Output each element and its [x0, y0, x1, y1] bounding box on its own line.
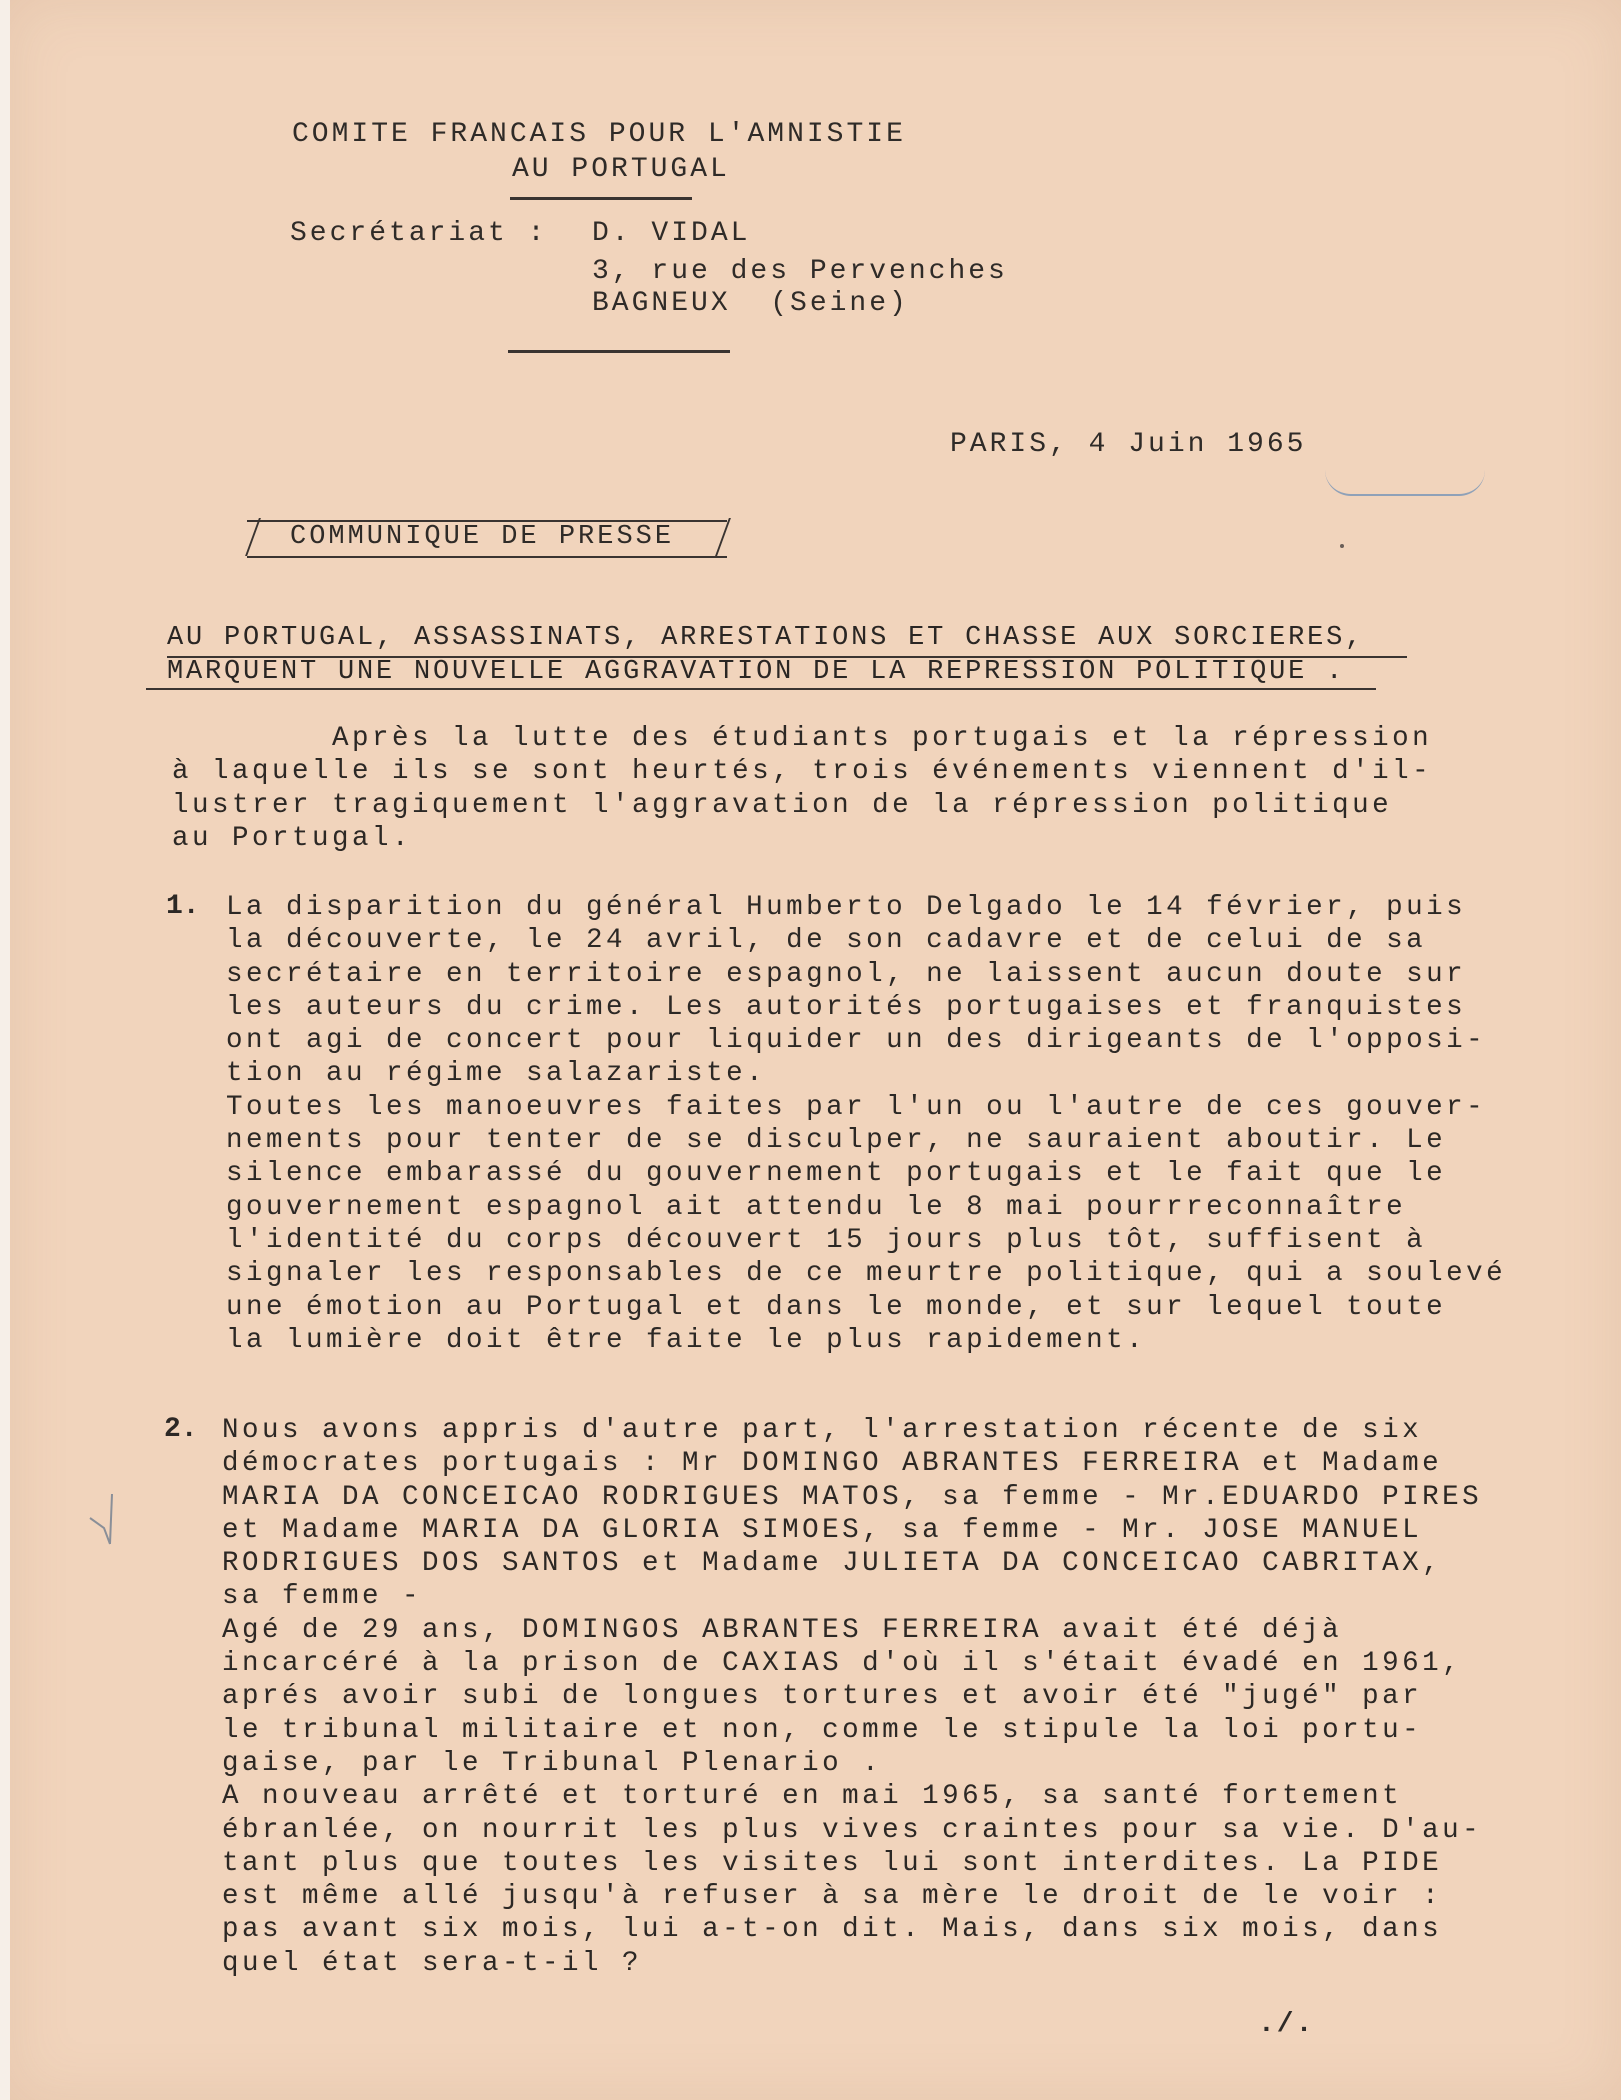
secretariat-label: Secrétariat :: [290, 218, 548, 249]
address-divider: [508, 350, 730, 353]
section1-line: silence embarassé du gouvernement portugais et le fait que le: [226, 1158, 1447, 1190]
section2-line: incarcéré à la prison de CAXIAS d'où il s'était évadé en 1961,: [222, 1648, 1463, 1680]
section2-line: le tribunal militaire et non, comme le stipule la loi portu-: [222, 1714, 1423, 1746]
section2-line: sa femme -: [222, 1581, 423, 1613]
section1-line: tion au régime salazariste.: [226, 1058, 767, 1090]
headline-line1: AU PORTUGAL, ASSASSINATS, ARRESTATIONS ET CHASSE AUX SORCIERES,: [167, 623, 1365, 653]
section1-number: 1.: [166, 891, 200, 922]
intro-line: à laquelle ils se sont heurtés, trois événements viennent d'il-: [172, 756, 1433, 788]
section2-number: 2.: [164, 1414, 198, 1445]
section1-line: la découverte, le 24 avril, de son cadavre et de celui de sa: [226, 925, 1427, 957]
section1-line: la lumière doit être faite le plus rapidement.: [226, 1324, 1147, 1356]
intro-line: Après la lutte des étudiants portugais et la répression: [172, 723, 1433, 754]
section1-line: les auteurs du crime. Les autorités portugaises et franquistes: [226, 991, 1467, 1023]
section2-line: RODRIGUES DOS SANTOS et Madame JULIETA DA CONCEICAO CABRITAX,: [222, 1548, 1443, 1580]
header-divider: [510, 197, 692, 200]
intro-line: au Portugal.: [172, 822, 413, 854]
section1-line: gouvernement espagnol ait attendu le 8 mai pourrreconnaître: [226, 1191, 1407, 1223]
address-street: 3, rue des Pervenches: [592, 256, 1008, 287]
section2-line: quel état sera-t-il ?: [222, 1947, 643, 1979]
address-name: D. VIDAL: [592, 218, 751, 249]
section1-line: Toutes les manoeuvres faites par l'un ou l'autre de ces gouver-: [226, 1091, 1487, 1123]
section1-line: La disparition du général Humberto Delgado le 14 février, puis: [226, 892, 1467, 923]
section1-line: une émotion au Portugal et dans le monde, et sur lequel toute: [226, 1291, 1447, 1323]
scan-edge: [0, 0, 10, 2100]
section2-line: est même allé jusqu'à refuser à sa mère le droit de le voir :: [222, 1881, 1443, 1913]
section2-line: Agé de 29 ans, DOMINGOS ABRANTES FERREIRA avait été déjà: [222, 1614, 1343, 1646]
section2-line: démocrates portugais : Mr DOMINGO ABRANTES FERREIRA et Madame: [222, 1448, 1443, 1480]
section1-line: secrétaire en territoire espagnol, ne laissent aucun doute sur: [226, 958, 1467, 990]
section1-line: ont agi de concert pour liquider un des dirigeants de l'opposi-: [226, 1025, 1487, 1057]
section2-line: Nous avons appris d'autre part, l'arrestation récente de six: [222, 1415, 1423, 1446]
org-name-line1: COMITE FRANCAIS POUR L'AMNISTIE: [292, 119, 906, 150]
margin-check-mark: [86, 1490, 126, 1550]
headline-underline2: [146, 688, 1376, 690]
address-city: BAGNEUX (Seine): [592, 288, 909, 319]
press-label: COMMUNIQUE DE PRESSE: [290, 522, 675, 552]
continuation-mark: ./.: [1258, 2009, 1315, 2040]
section2-line: gaise, par le Tribunal Plenario .: [222, 1747, 883, 1779]
section1-line: nements pour tenter de se disculper, ne sauraient aboutir. Le: [226, 1125, 1447, 1157]
section2-line: et Madame MARIA DA GLORIA SIMOES, sa femme - Mr. JOSE MANUEL: [222, 1514, 1423, 1546]
section1-line: l'identité du corps découvert 15 jours plus tôt, suffisent à: [226, 1224, 1427, 1256]
pencil-mark: [1325, 470, 1485, 496]
intro-line: lustrer tragiquement l'aggravation de la répression politique: [172, 789, 1393, 821]
section2-paragraph: [222, 1414, 1482, 1980]
ink-speck: [1340, 544, 1344, 548]
section2-line: aprés avoir subi de longues tortures et avoir été "jugé" par: [222, 1681, 1423, 1713]
date-line: PARIS, 4 Juin 1965: [950, 429, 1307, 460]
section2-line: tant plus que toutes les visites lui sont interdites. La PIDE: [222, 1847, 1443, 1879]
section2-line: MARIA DA CONCEICAO RODRIGUES MATOS, sa femme - Mr.EDUARDO PIRES: [222, 1481, 1483, 1513]
section2-line: ébranlée, on nourrit les plus vives craintes pour sa vie. D'au-: [222, 1814, 1483, 1846]
section2-line: A nouveau arrêté et torturé en mai 1965, sa santé fortement: [222, 1781, 1403, 1813]
intro-paragraph: [172, 722, 1432, 855]
org-name-line2: AU PORTUGAL: [512, 154, 730, 185]
section2-line: pas avant six mois, lui a-t-on dit. Mais, dans six mois, dans: [222, 1914, 1443, 1946]
headline-line2: MARQUENT UNE NOUVELLE AGGRAVATION DE LA REPRESSION POLITIQUE .: [167, 657, 1346, 687]
section1-line: signaler les responsables de ce meurtre politique, qui a soulevé: [226, 1258, 1507, 1290]
section1-paragraph: [226, 891, 1506, 1357]
